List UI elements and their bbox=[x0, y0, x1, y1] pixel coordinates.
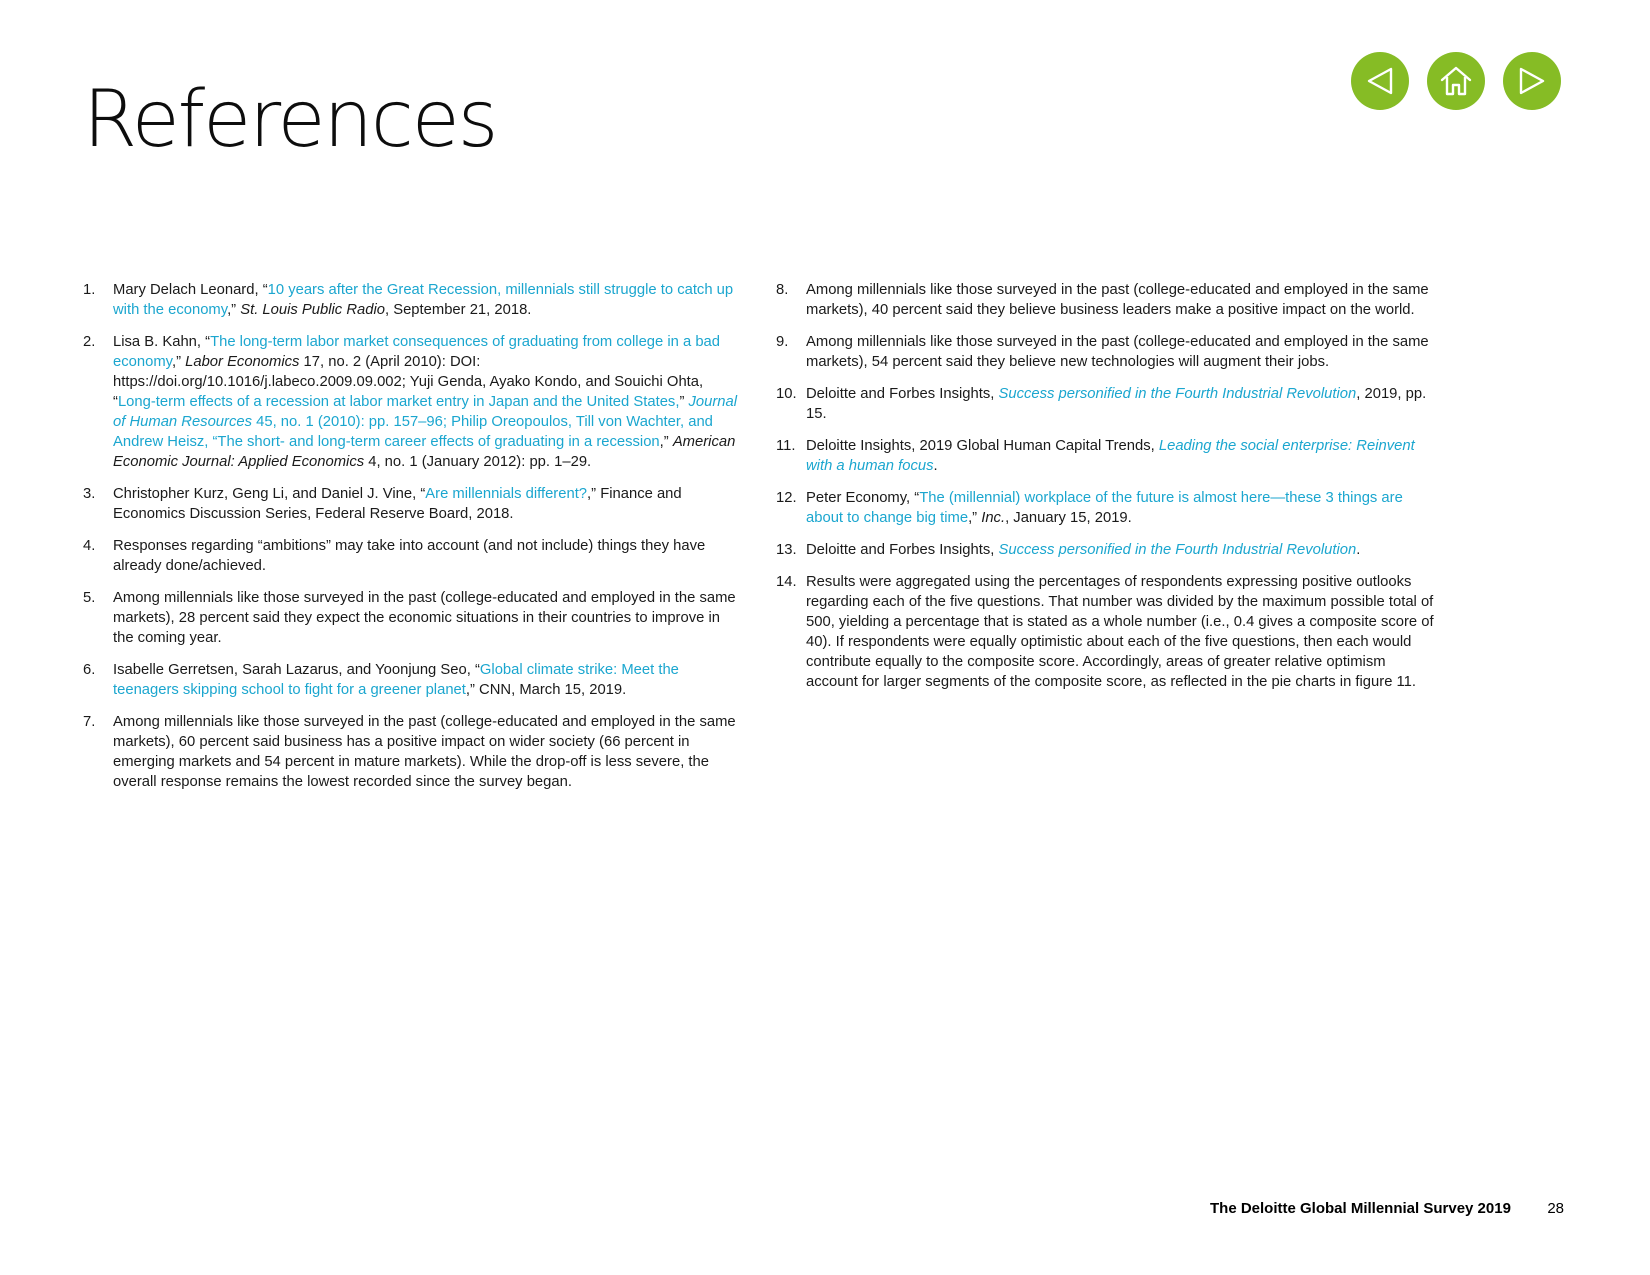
reference-text bbox=[806, 384, 1441, 424]
text: . bbox=[1356, 542, 1361, 558]
text: Deloitte Insights, 2019 Global Human Capital Trends, bbox=[806, 438, 1159, 454]
reference-link[interactable]: 45, no. 1 (2010): pp. 157–96; Philip Oreopoulos, Till von Wachter, and Andrew Heisz, “The short- and long-term career effects of graduating in a recession bbox=[113, 414, 713, 450]
reference-text: Among millennials like those surveyed in the past (college-educated and employed in the same markets), 54 percent said they believe new technologies will augment their jobs. bbox=[806, 334, 1429, 370]
reference-item bbox=[776, 572, 1441, 692]
reference-text bbox=[806, 540, 1441, 560]
text: ,” CNN, March 15, 2019. bbox=[465, 682, 627, 698]
reference-number: 2. bbox=[83, 334, 96, 350]
home-button[interactable] bbox=[1427, 52, 1485, 110]
reference-item bbox=[83, 660, 743, 700]
reference-number: 5. bbox=[83, 590, 96, 606]
text: Christopher Kurz, Geng Li, and Daniel J. Vine, “ bbox=[113, 486, 426, 502]
reference-item bbox=[83, 332, 743, 472]
reference-text bbox=[113, 484, 743, 524]
reference-text bbox=[113, 332, 743, 472]
text: ,” bbox=[968, 510, 982, 526]
next-page-button[interactable] bbox=[1503, 52, 1561, 110]
previous-page-button[interactable] bbox=[1351, 52, 1409, 110]
text: , September 21, 2018. bbox=[384, 302, 532, 318]
reference-item bbox=[776, 540, 1441, 560]
reference-link[interactable]: Leading the social enterprise: Reinvent with a human focus bbox=[806, 438, 1415, 474]
reference-link[interactable]: Global climate strike: Meet the teenagers skipping school to fight for a greener planet bbox=[113, 662, 679, 698]
text: 4, no. 1 (January 2012): pp. 1–29. bbox=[364, 454, 592, 470]
reference-item bbox=[776, 436, 1441, 476]
text: ,” bbox=[659, 434, 673, 450]
text: , 2019, pp. 15. bbox=[806, 386, 1427, 422]
text: ,” bbox=[227, 302, 241, 318]
text: Deloitte and Forbes Insights, bbox=[806, 386, 999, 402]
reference-text bbox=[806, 488, 1441, 528]
reference-number: 10. bbox=[776, 386, 797, 402]
reference-link[interactable]: Are millennials different? bbox=[425, 486, 588, 502]
reference-link[interactable]: Success personified in the Fourth Industrial Revolution bbox=[998, 542, 1357, 558]
page-title: References bbox=[83, 75, 497, 165]
triangle-left-icon bbox=[1362, 63, 1398, 99]
text: Peter Economy, “ bbox=[806, 490, 920, 506]
text: ” bbox=[679, 394, 689, 410]
triangle-right-icon bbox=[1514, 63, 1550, 99]
reference-number: 13. bbox=[776, 542, 797, 558]
footer-title: The Deloitte Global Millennial Survey 2019 bbox=[1210, 1200, 1511, 1217]
reference-item bbox=[776, 332, 1441, 372]
text: Deloitte and Forbes Insights, bbox=[806, 542, 999, 558]
reference-link[interactable]: The (millennial) workplace of the future is almost here—these 3 things are about to change big time bbox=[806, 490, 1403, 526]
navigation-buttons bbox=[1351, 52, 1561, 110]
reference-number: 6. bbox=[83, 662, 96, 678]
page-footer bbox=[1210, 1200, 1564, 1217]
reference-item bbox=[83, 588, 743, 648]
reference-number: 3. bbox=[83, 486, 96, 502]
reference-text bbox=[806, 436, 1441, 476]
reference-link[interactable]: The long-term labor market consequences of graduating from college in a bad economy bbox=[113, 334, 721, 370]
home-icon bbox=[1438, 63, 1474, 99]
reference-text: Responses regarding “ambitions” may take into account (and not include) things they have already done/achieved. bbox=[113, 538, 706, 574]
source-title: American Economic Journal: Applied Economics bbox=[113, 434, 736, 470]
text: Lisa B. Kahn, “ bbox=[113, 334, 211, 350]
references-list-right bbox=[776, 280, 1441, 704]
text: , January 15, 2019. bbox=[1005, 510, 1132, 526]
text: Isabelle Gerretsen, Sarah Lazarus, and Yoonjung Seo, “ bbox=[113, 662, 480, 678]
reference-text: Among millennials like those surveyed in the past (college-educated and employed in the same markets), 60 percent said business has a positive impact on wider society (66 percent in emerging markets and 54 percent in mature markets). While the drop-off is less severe, the overall response remains the lowest recorded since the survey began. bbox=[113, 714, 736, 790]
reference-number: 9. bbox=[776, 334, 789, 350]
reference-text bbox=[113, 280, 743, 320]
reference-text: Results were aggregated using the percentages of respondents expressing positive outlooks regarding each of the five questions. That number was divided by the maximum possible total of 500, yielding a percentage that is stated as a whole number (i.e., 0.4 gives a composite score of 40). If respondents were equally optimistic about each of the five questions, then each would contribute equally to the composite score. Accordingly, areas of greater relative optimism account for larger segments of the composite score, as reflected in the pie charts in figure 11. bbox=[806, 574, 1434, 690]
text: . bbox=[933, 458, 938, 474]
reference-link[interactable]: Success personified in the Fourth Industrial Revolution bbox=[998, 386, 1357, 402]
reference-link[interactable]: 10 years after the Great Recession, millennials still struggle to catch up with the economy bbox=[113, 282, 734, 318]
reference-number: 4. bbox=[83, 538, 96, 554]
reference-number: 8. bbox=[776, 282, 789, 298]
text: ,” bbox=[171, 354, 186, 370]
references-list-left bbox=[83, 280, 743, 804]
reference-text: Among millennials like those surveyed in the past (college-educated and employed in the same markets), 40 percent said they believe business leaders make a positive impact on the world. bbox=[806, 282, 1429, 318]
reference-item bbox=[83, 536, 743, 576]
reference-number: 1. bbox=[83, 282, 96, 298]
text: 17, no. 2 (April 2010): DOI: https://doi.org/10.1016/j.labeco.2009.09.002; Yuji Genda, Ayako Kondo, and Souichi Ohta, “ bbox=[113, 354, 704, 410]
reference-item bbox=[776, 280, 1441, 320]
reference-item bbox=[83, 280, 743, 320]
reference-item bbox=[83, 712, 743, 792]
source-title: St. Louis Public Radio bbox=[240, 302, 385, 318]
source-title: Inc. bbox=[981, 510, 1006, 526]
reference-text bbox=[113, 660, 743, 700]
reference-number: 12. bbox=[776, 490, 797, 506]
reference-item bbox=[83, 484, 743, 524]
source-title: Labor Economics bbox=[185, 354, 300, 370]
reference-item bbox=[776, 488, 1441, 528]
reference-number: 14. bbox=[776, 574, 797, 590]
reference-link[interactable]: Journal of Human Resources bbox=[113, 394, 738, 430]
page-number: 28 bbox=[1547, 1200, 1564, 1217]
reference-link[interactable]: Long-term effects of a recession at labor market entry in Japan and the United States, bbox=[117, 394, 680, 410]
text: ,” Finance and Economics Discussion Series, Federal Reserve Board, 2018. bbox=[113, 486, 682, 522]
reference-number: 7. bbox=[83, 714, 96, 730]
reference-item bbox=[776, 384, 1441, 424]
reference-text: Among millennials like those surveyed in the past (college-educated and employed in the same markets), 28 percent said they expect the economic situations in their countries to improve in the coming year. bbox=[113, 590, 736, 646]
reference-number: 11. bbox=[776, 438, 796, 454]
text: Mary Delach Leonard, “ bbox=[113, 282, 268, 298]
